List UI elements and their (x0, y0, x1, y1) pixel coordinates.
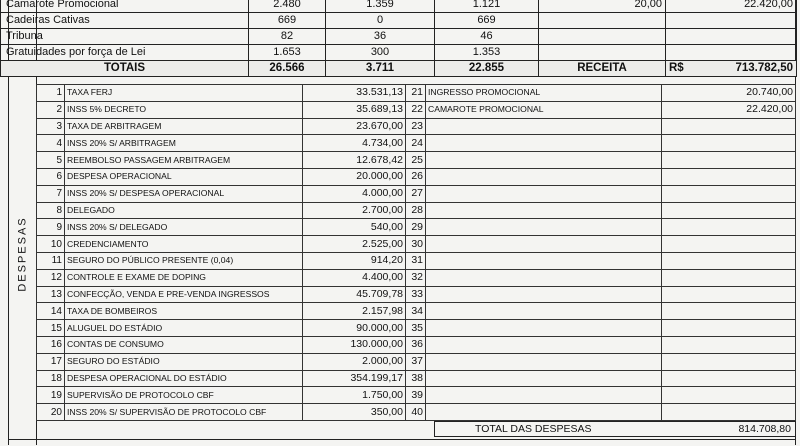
total-despesas-label: TOTAL DAS DESPESAS (475, 423, 592, 435)
table-row (37, 353, 796, 370)
row-value-2 (662, 219, 796, 236)
receita-label: RECEITA (539, 61, 666, 77)
row-description-2 (426, 135, 662, 152)
row-description-2 (426, 252, 662, 269)
table-row (37, 269, 796, 286)
row-description-2 (426, 387, 662, 404)
row-number: 4 (37, 135, 65, 152)
row-value-2 (662, 152, 796, 169)
row-description: SUPERVISÃO DE PROTOCOLO CBF (65, 387, 303, 404)
cell: 0 (326, 13, 435, 29)
table-row (37, 252, 796, 269)
row-description: SEGURO DO ESTÁDIO (65, 353, 303, 370)
cell: 300 (326, 45, 435, 61)
expenses-table (36, 84, 796, 421)
cell (539, 45, 666, 61)
cell: 22.420,00 (666, 0, 797, 13)
row-number: 1 (37, 85, 65, 102)
row-number: 16 (37, 336, 65, 353)
row-number-2: 24 (406, 135, 426, 152)
row-number: 13 (37, 286, 65, 303)
row-number-2: 31 (406, 252, 426, 269)
row-value: 914,20 (303, 252, 406, 269)
totals-label: TOTAIS (1, 61, 249, 77)
row-value: 45.709,78 (303, 286, 406, 303)
row-number-2: 27 (406, 185, 426, 202)
row-number-2: 34 (406, 303, 426, 320)
row-value-2 (662, 370, 796, 387)
row-description: INSS 20% S/ ARBITRAGEM (65, 135, 303, 152)
row-number-2: 35 (406, 320, 426, 337)
row-description: DESPESA OPERACIONAL (65, 168, 303, 185)
totals-row (1, 61, 797, 77)
total-cell: 26.566 (249, 61, 326, 77)
row-value-2 (662, 168, 796, 185)
row-number-2: 40 (406, 404, 426, 421)
row-number-2: 29 (406, 219, 426, 236)
row-value: 350,00 (303, 404, 406, 421)
row-description-2 (426, 219, 662, 236)
row-number-2: 25 (406, 152, 426, 169)
row-description-2 (426, 202, 662, 219)
receita-cell (666, 61, 797, 77)
despesas-side-label (10, 84, 36, 424)
table-row (37, 387, 796, 404)
row-description: ALUGUEL DO ESTÁDIO (65, 320, 303, 337)
cell (666, 29, 797, 45)
table-row (37, 185, 796, 202)
cell: 36 (326, 29, 435, 45)
row-number: 10 (37, 236, 65, 253)
row-description-2 (426, 404, 662, 421)
row-number: 8 (37, 202, 65, 219)
row-value-2 (662, 320, 796, 337)
row-description-2: INGRESSO PROMOCIONAL (426, 85, 662, 102)
row-number-2: 30 (406, 236, 426, 253)
table-row (1, 45, 797, 61)
currency-label: R$ (669, 62, 684, 74)
row-number-2: 36 (406, 336, 426, 353)
table-row (37, 336, 796, 353)
row-number: 5 (37, 152, 65, 169)
row-number: 9 (37, 219, 65, 236)
row-description-2 (426, 236, 662, 253)
row-value-2 (662, 303, 796, 320)
row-value-2 (662, 252, 796, 269)
row-description: CONFECÇÃO, VENDA E PRE-VENDA INGRESSOS (65, 286, 303, 303)
row-description-2 (426, 269, 662, 286)
row-description: INSS 20% S/ DELEGADO (65, 219, 303, 236)
cell: 2.480 (249, 0, 326, 13)
table-row (1, 0, 797, 13)
table-row (37, 101, 796, 118)
row-value-2 (662, 387, 796, 404)
row-description: SEGURO DO PÚBLICO PRESENTE (0,04) (65, 252, 303, 269)
row-value-2 (662, 118, 796, 135)
row-description: INSS 20% S/ SUPERVISÃO DE PROTOCOLO CBF (65, 404, 303, 421)
row-number: 12 (37, 269, 65, 286)
row-description-2 (426, 286, 662, 303)
row-description: DELEGADO (65, 202, 303, 219)
row-description-2 (426, 336, 662, 353)
row-number: 17 (37, 353, 65, 370)
table-row (37, 152, 796, 169)
row-value-2 (662, 135, 796, 152)
row-label: Gratuidades por força de Lei (1, 45, 249, 61)
attendance-table (0, 0, 797, 77)
row-number: 11 (37, 252, 65, 269)
row-description-2 (426, 370, 662, 387)
table-row (37, 370, 796, 387)
row-number-2: 38 (406, 370, 426, 387)
row-label: Tribuna (1, 29, 249, 45)
row-number: 3 (37, 118, 65, 135)
row-label: Camarote Promocional (1, 0, 249, 13)
cell (666, 45, 797, 61)
table-row (37, 303, 796, 320)
row-value-2: 22.420,00 (662, 101, 796, 118)
row-number-2: 33 (406, 286, 426, 303)
row-number: 20 (37, 404, 65, 421)
row-description: INSS 20% S/ DESPESA OPERACIONAL (65, 185, 303, 202)
row-number: 19 (37, 387, 65, 404)
row-number: 2 (37, 101, 65, 118)
row-label: Cadeiras Cativas (1, 13, 249, 29)
row-value-2 (662, 185, 796, 202)
cell: 1.121 (435, 0, 539, 13)
row-number-2: 28 (406, 202, 426, 219)
row-description-2 (426, 353, 662, 370)
row-value: 4.000,00 (303, 185, 406, 202)
row-description-2 (426, 320, 662, 337)
row-value-2 (662, 336, 796, 353)
cell (539, 13, 666, 29)
row-value: 2.525,00 (303, 236, 406, 253)
table-row (37, 320, 796, 337)
row-number-2: 21 (406, 85, 426, 102)
cell (666, 13, 797, 29)
row-description-2 (426, 168, 662, 185)
row-value: 33.531,13 (303, 85, 406, 102)
total-cell: 3.711 (326, 61, 435, 77)
row-description-2: CAMAROTE PROMOCIONAL (426, 101, 662, 118)
row-value: 90.000,00 (303, 320, 406, 337)
table-row (37, 168, 796, 185)
row-value: 35.689,13 (303, 101, 406, 118)
row-description: DESPESA OPERACIONAL DO ESTÁDIO (65, 370, 303, 387)
row-number-2: 32 (406, 269, 426, 286)
row-description-2 (426, 118, 662, 135)
row-value-2: 20.740,00 (662, 85, 796, 102)
row-description: TAXA DE BOMBEIROS (65, 303, 303, 320)
row-value: 540,00 (303, 219, 406, 236)
row-description: CONTROLE E EXAME DE DOPING (65, 269, 303, 286)
row-number: 14 (37, 303, 65, 320)
row-number-2: 26 (406, 168, 426, 185)
table-row (37, 286, 796, 303)
row-value-2 (662, 404, 796, 421)
table-row (37, 404, 796, 421)
total-cell: 22.855 (435, 61, 539, 77)
row-value: 4.400,00 (303, 269, 406, 286)
row-description: REEMBOLSO PASSAGEM ARBITRAGEM (65, 152, 303, 169)
table-row (37, 202, 796, 219)
row-value-2 (662, 269, 796, 286)
table-row (37, 85, 796, 102)
table-row (37, 135, 796, 152)
cell: 1.353 (435, 45, 539, 61)
receita-value: 713.782,50 (735, 62, 793, 74)
row-value-2 (662, 236, 796, 253)
row-value-2 (662, 202, 796, 219)
row-description: TAXA FERJ (65, 85, 303, 102)
row-value: 20.000,00 (303, 168, 406, 185)
row-description-2 (426, 303, 662, 320)
table-row (37, 118, 796, 135)
cell: 82 (249, 29, 326, 45)
row-description-2 (426, 152, 662, 169)
row-description: CONTAS DE CONSUMO (65, 336, 303, 353)
row-number-2: 23 (406, 118, 426, 135)
row-number-2: 39 (406, 387, 426, 404)
row-value: 4.734,00 (303, 135, 406, 152)
table-row (37, 236, 796, 253)
row-description: CREDENCIAMENTO (65, 236, 303, 253)
side-label-text: DESPESAS (17, 216, 29, 292)
total-despesas-value: 814.708,80 (738, 423, 791, 435)
cell: 1.653 (249, 45, 326, 61)
row-value: 2.157,98 (303, 303, 406, 320)
row-number: 7 (37, 185, 65, 202)
row-value: 23.670,00 (303, 118, 406, 135)
row-description: TAXA DE ARBITRAGEM (65, 118, 303, 135)
row-value: 12.678,42 (303, 152, 406, 169)
row-number: 6 (37, 168, 65, 185)
table-row (1, 13, 797, 29)
cell: 1.359 (326, 0, 435, 13)
total-despesas-row (434, 421, 796, 437)
row-value-2 (662, 286, 796, 303)
cell: 46 (435, 29, 539, 45)
row-description: INSS 5% DECRETO (65, 101, 303, 118)
row-value: 130.000,00 (303, 336, 406, 353)
cell (539, 29, 666, 45)
row-number: 18 (37, 370, 65, 387)
row-value: 354.199,17 (303, 370, 406, 387)
row-number-2: 37 (406, 353, 426, 370)
table-row (37, 219, 796, 236)
cell: 20,00 (539, 0, 666, 13)
cell: 669 (435, 13, 539, 29)
row-description-2 (426, 185, 662, 202)
row-value-2 (662, 353, 796, 370)
row-number-2: 22 (406, 101, 426, 118)
row-value: 2.700,00 (303, 202, 406, 219)
cell: 669 (249, 13, 326, 29)
row-number: 15 (37, 320, 65, 337)
row-value: 2.000,00 (303, 353, 406, 370)
row-value: 1.750,00 (303, 387, 406, 404)
table-row (1, 29, 797, 45)
